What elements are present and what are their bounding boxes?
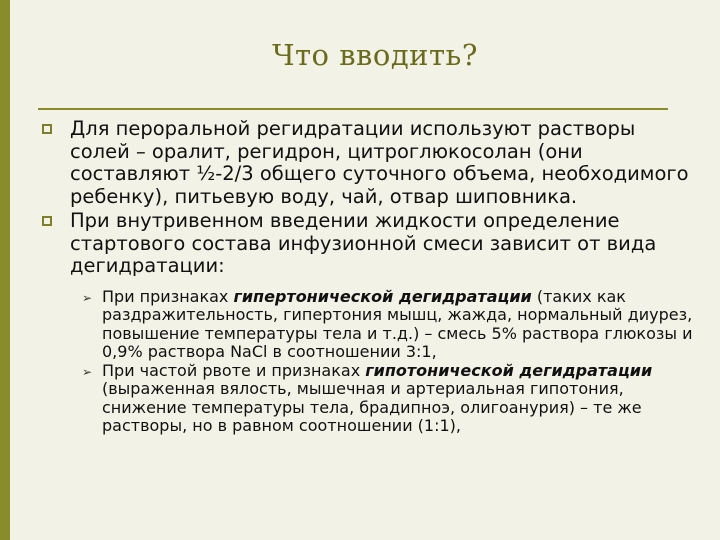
sub-bullet-post: (выраженная вялость, мышечная и артериальная гипотония, снижение температуры тела, брадипноэ, олигоанурия) – те же растворы, но в равном соотношении (1:1), [102, 379, 642, 435]
square-bullet-icon [42, 216, 52, 226]
slide-content [38, 118, 698, 436]
title-divider [38, 108, 668, 110]
arrow-bullet-icon: ➢ [82, 364, 93, 379]
bullet-item [38, 118, 698, 208]
sidebar-accent [0, 0, 10, 540]
bullet-text: При внутривенном введении жидкости определение стартового состава инфузионной смеси зависит от вида дегидратации: [70, 209, 657, 277]
slide-title: Что вводить? [272, 38, 478, 72]
bullet-text: Для пероральной регидратации используют растворы солей – оралит, регидрон, цитроглюкосолан (они составляют ½-2/3 общего суточного объема, необходимого ребенку), питьевую воду, чай, отвар шиповника. [70, 117, 689, 208]
bullet-item [38, 210, 698, 278]
sub-bullet-item [38, 288, 698, 362]
sub-bullet-item [38, 362, 698, 436]
sub-bullet-post: (таких как раздражительность, гипертония мышц, жажда, нормальный диурез, повышение температуры тела и т.д.) – смесь 5% раствора глюкозы и 0,9% раствора NaCl в соотношении 3:1, [102, 286, 693, 361]
sub-bullet-emphasis: гипотонической дегидратации [365, 360, 653, 380]
sub-bullet-emphasis: гипертонической дегидратации [233, 286, 532, 306]
arrow-bullet-icon: ➢ [82, 290, 93, 305]
sub-bullet-pre: При частой рвоте и признаках [102, 360, 366, 380]
sub-bullet-list [38, 288, 698, 436]
square-bullet-icon [42, 124, 52, 134]
sub-bullet-pre: При признаках [102, 286, 234, 306]
